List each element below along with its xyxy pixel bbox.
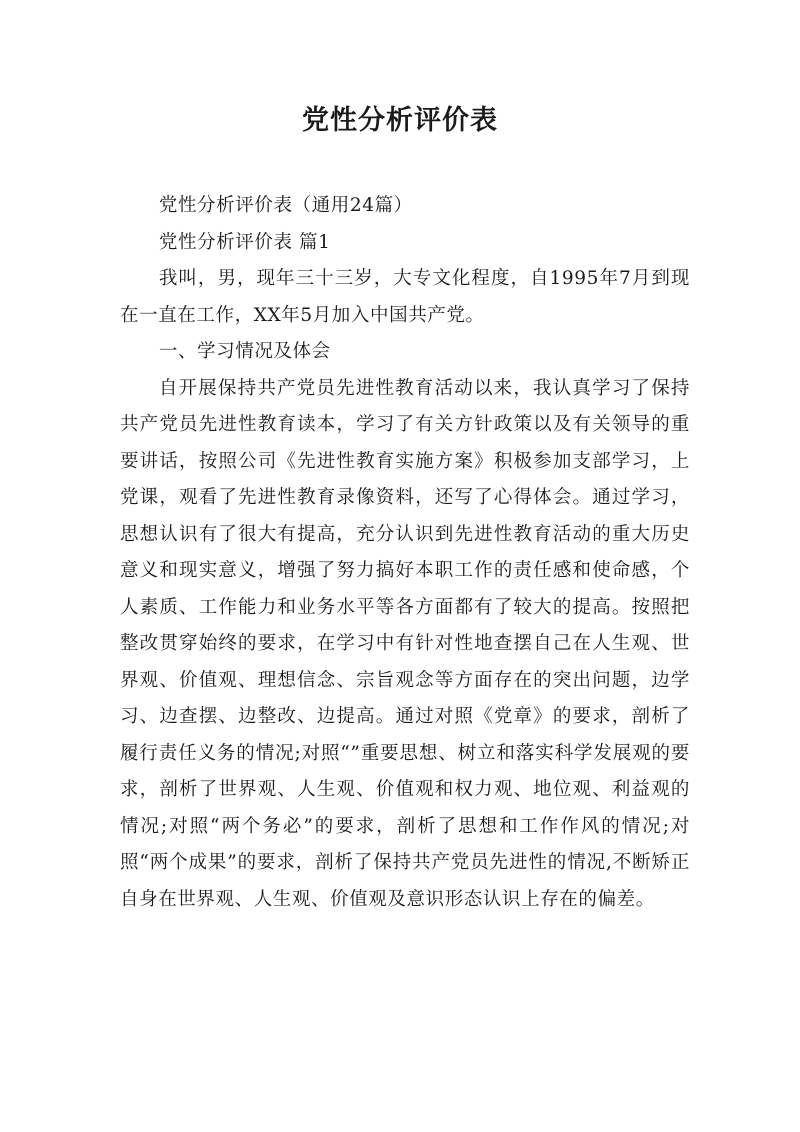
paragraph-study-details: 自开展保持共产党员先进性教育活动以来，我认真学习了保持共产党员先进性教育读本，学习了有关方针政策以及有关领导的重要讲话，按照公司《先进性教育实施方案》积极参加支部学习，上党课，观看了先进性教育录像资料，还写了心得体会。通过学习，思想认识有了很大有提高，充分认识到先进性教育活动的重大历史意义和现实意义，增强了努力搞好本职工作的责任感和使命感，个人素质、工作能力和业务水平等各方面都有了较大的提高。按照把整改贯穿始终的要求，在学习中有针对性地查摆自己在人生观、世界观、价值观、理想信念、宗旨观念等方面存在的突出问题，边学习、边查摆、边整改、边提高。通过对照《党章》的要求，剖析了履行责任义务的情况;对照“”重要思想、树立和落实科学发展观的要求，剖析了世界观、人生观、价值观和权力观、地位观、利益观的情况;对照“两个务必”的要求，剖析了思想和工作作风的情况;对照“两个成果”的要求，剖析了保持共产党员先进性的情况,不断矫正自身在世界观、人生观、价值观及意识形态认识上存在的偏差。 [120,377,690,910]
document-body [120,188,690,918]
paragraph-introduction: 我叫，男，现年三十三岁，大专文化程度，自1995年7月到现在一直在工作，XX年5月加入中国共产党。 [120,268,690,326]
paragraph-section-label: 党性分析评价表 篇1 [158,231,331,253]
paragraph-heading-study: 一、学习情况及体会 [158,341,331,362]
paragraph-subtitle: 党性分析评价表（通用24篇） [158,195,413,216]
document-title: 党性分析评价表 [302,105,498,136]
